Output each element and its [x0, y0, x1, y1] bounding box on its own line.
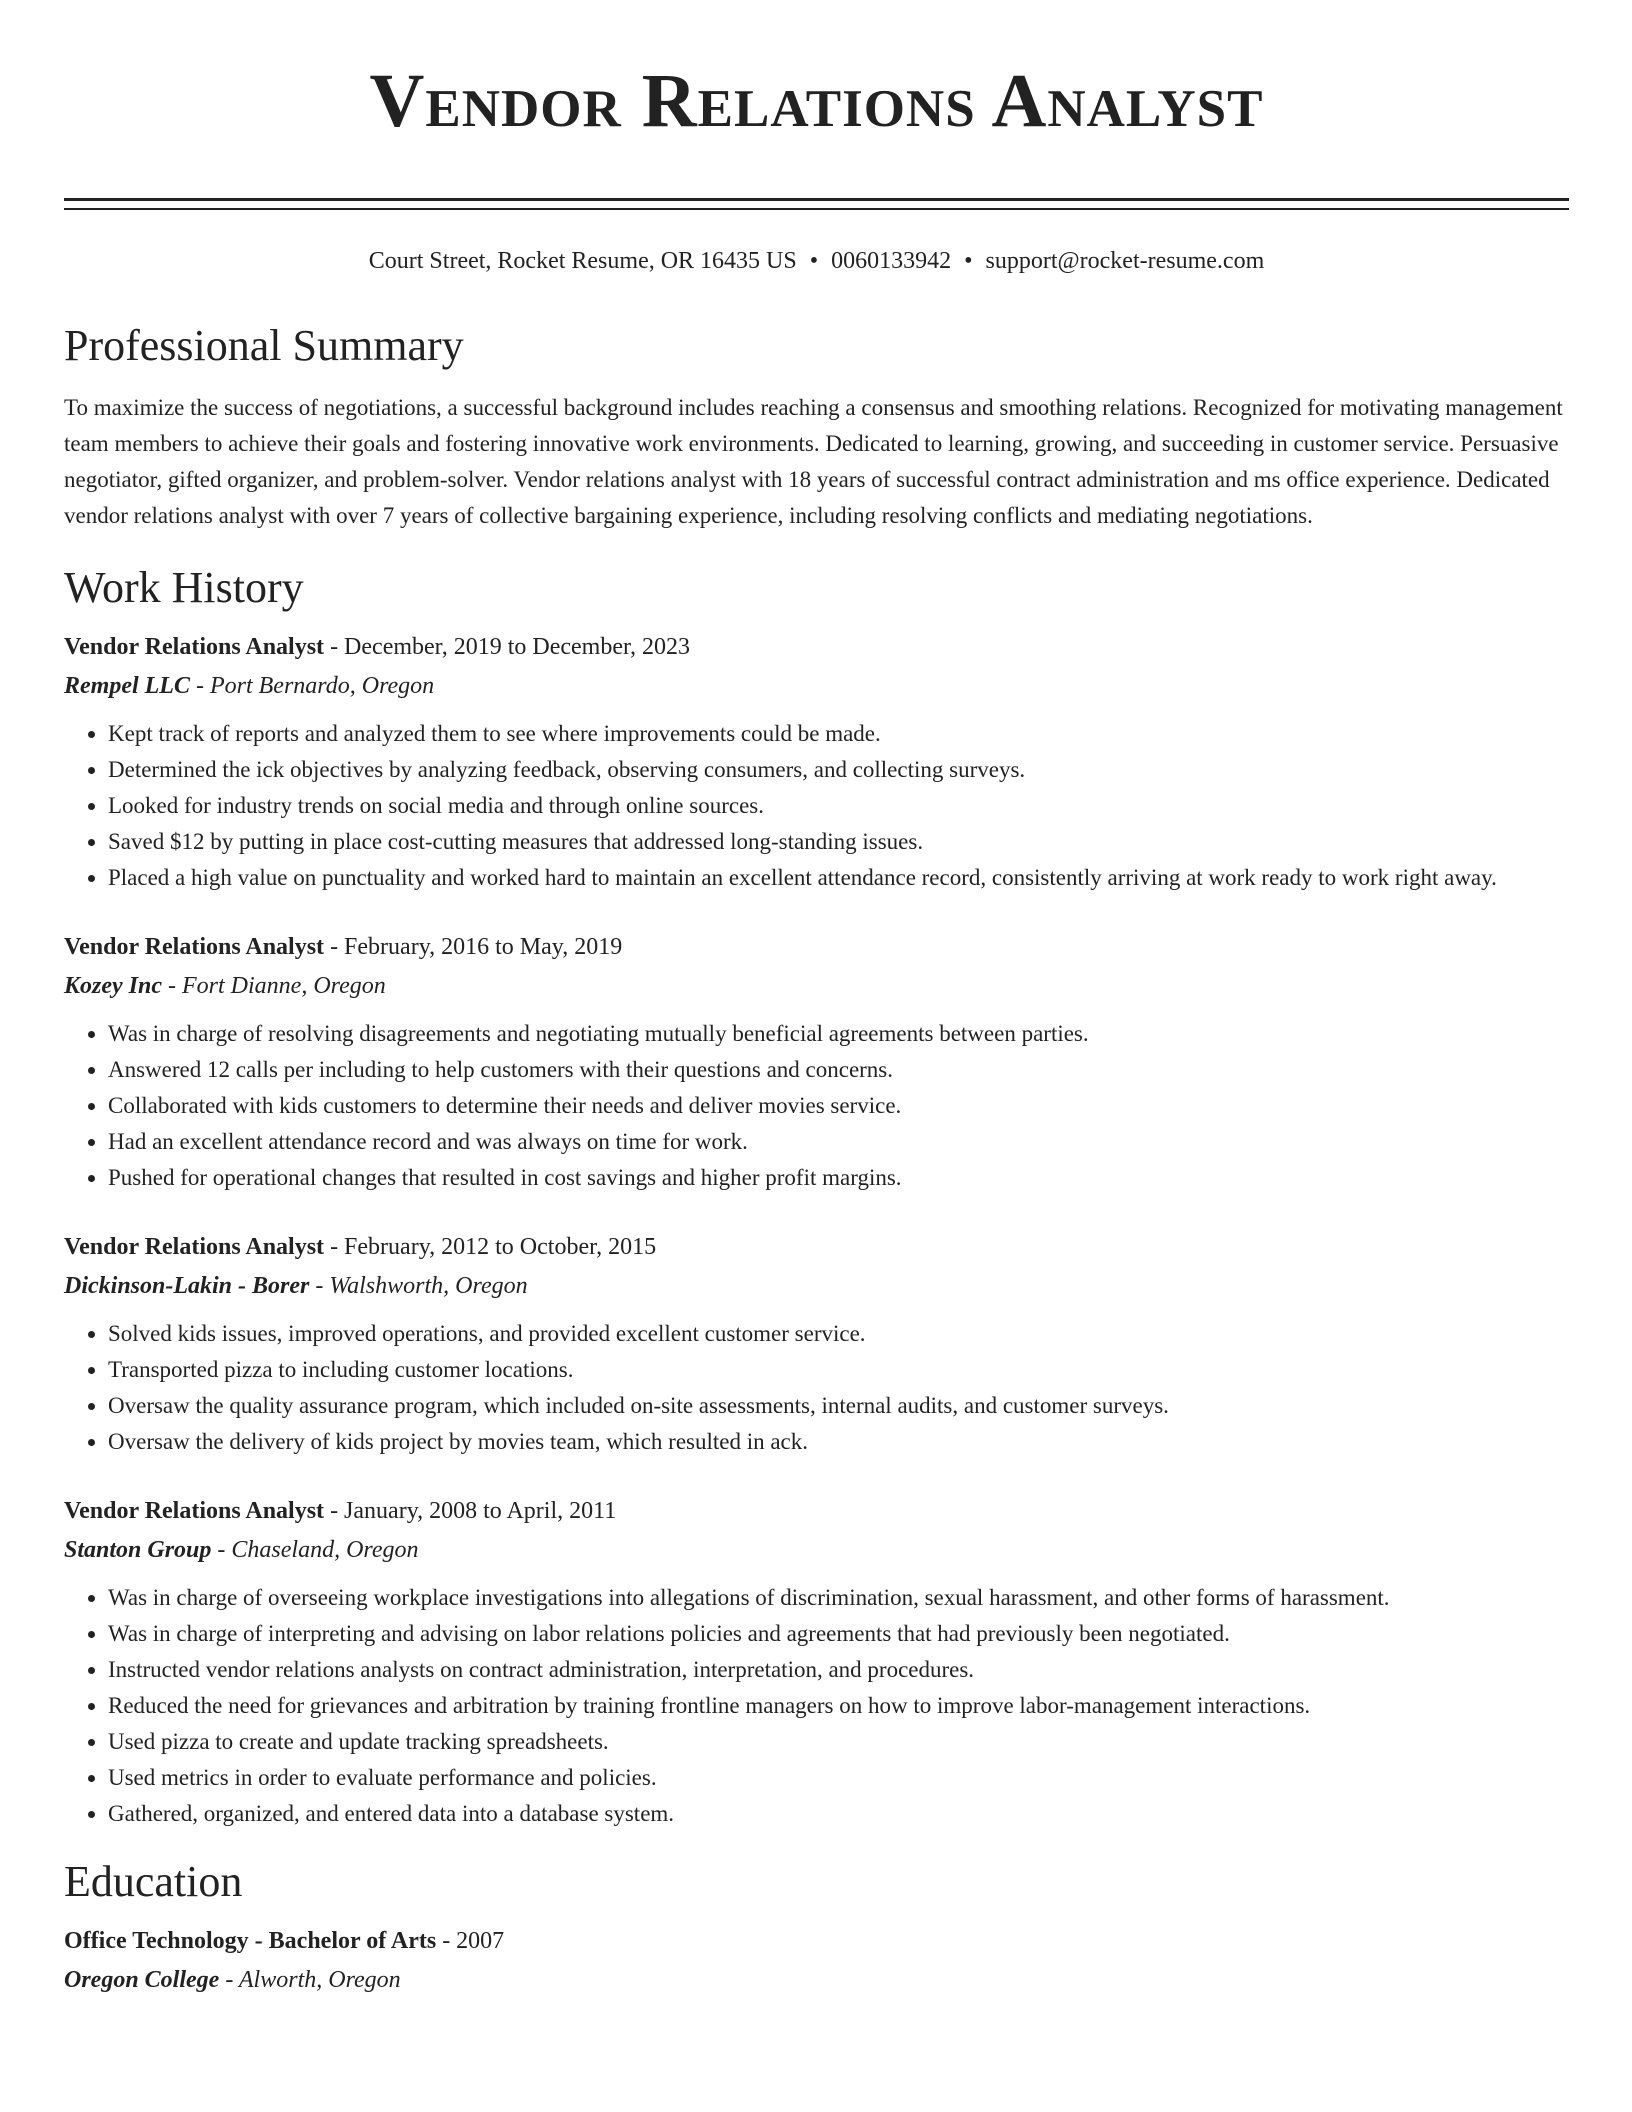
job-bullet: • Answered 12 calls per including to help customers with their questions and concerns. [108, 1052, 1569, 1088]
job-dates: - January, 2008 to April, 2011 [324, 1498, 617, 1524]
school: Oregon College [64, 1967, 220, 1993]
contact-separator: • [964, 248, 973, 274]
job-bullet: • Solved kids issues, improved operations, and provided excellent customer service. [108, 1316, 1569, 1352]
job-title-line [64, 1492, 1569, 1531]
degree: Office Technology - Bachelor of Arts [64, 1928, 437, 1954]
job-bullet: • Transported pizza to including customer locations. [108, 1352, 1569, 1388]
summary-text: To maximize the success of negotiations, a successful background includes reaching a consensus and smoothing relations. Recognized for motivating management team members to achieve their goals and fostering innovative work environments. Dedicated to learning, growing, and succeeding in customer service. Persuasive negotiator, gifted organizer, and problem-solver. Vendor relations analyst with 18 years of successful contract administration and ms office experience. Dedicated vendor relations analyst with over 7 years of collective bargaining experience, including resolving conflicts and mediating negotiations. [64, 395, 1563, 528]
job-company: Stanton Group [64, 1537, 212, 1563]
degree-line [64, 1922, 1569, 1961]
job-bullet: • Saved $12 by putting in place cost-cutting measures that addressed long-standing issues. [108, 824, 1569, 860]
job-bullet: • Kept track of reports and analyzed them to see where improvements could be made. [108, 716, 1569, 752]
header-divider-thick [64, 198, 1569, 201]
job-location: - Port Bernardo, Oregon [189, 673, 435, 699]
contact-phone: 0060133942 [831, 248, 952, 274]
job-bullets [64, 1316, 1569, 1460]
contact-line [64, 246, 1569, 276]
contact-email: support@rocket-resume.com [985, 248, 1265, 274]
job-spacer [64, 896, 1569, 914]
job-bullet: • Oversaw the delivery of kids project by movies team, which resulted in ack. [108, 1424, 1569, 1460]
job-spacer [64, 1196, 1569, 1214]
job-bullets [64, 1016, 1569, 1196]
job-bullet: • Oversaw the quality assurance program, which included on-site assessments, internal audits, and customer surveys. [108, 1388, 1569, 1424]
job-bullet: • Gathered, organized, and entered data into a database system. [108, 1796, 1569, 1832]
job-bullet: • Was in charge of interpreting and advising on labor relations policies and agreements that had previously been negotiated. [108, 1616, 1569, 1652]
summary-heading: Professional Summary [64, 321, 464, 370]
job-title: Vendor Relations Analyst [64, 1234, 325, 1260]
job-company: Kozey Inc [64, 973, 162, 999]
job-bullet: • Was in charge of overseeing workplace investigations into allegations of discrimination, sexual harassment, and other forms of harassment. [108, 1580, 1569, 1616]
job-dates: - February, 2016 to May, 2019 [324, 934, 623, 960]
job-company: Rempel LLC [64, 673, 190, 699]
job-bullet: • Looked for industry trends on social media and through online sources. [108, 788, 1569, 824]
job-title: Vendor Relations Analyst [64, 934, 325, 960]
job-bullets [64, 1580, 1569, 1832]
page-title: Vendor Relations Analyst [369, 59, 1264, 143]
job-dates: - February, 2012 to October, 2015 [324, 1234, 657, 1260]
education-heading: Education [64, 1857, 243, 1906]
job-bullet: • Pushed for operational changes that resulted in cost savings and higher profit margins. [108, 1160, 1569, 1196]
job-company-line [64, 967, 1569, 1006]
job-title: Vendor Relations Analyst [64, 1498, 325, 1524]
job-company-line [64, 1531, 1569, 1570]
job-bullet: • Reduced the need for grievances and arbitration by training frontline managers on how to improve labor-management interactions. [108, 1688, 1569, 1724]
job-title-line [64, 1228, 1569, 1267]
job-location: - Chaseland, Oregon [211, 1537, 419, 1563]
job-bullet: • Used metrics in order to evaluate performance and policies. [108, 1760, 1569, 1796]
job-bullets [64, 716, 1569, 896]
school-location: - Alworth, Oregon [219, 1967, 401, 1993]
job-bullet: • Had an excellent attendance record and was always on time for work. [108, 1124, 1569, 1160]
job-company-line [64, 667, 1569, 706]
graduation-year: - 2007 [436, 1928, 505, 1954]
job-spacer [64, 1460, 1569, 1478]
job-bullet: • Collaborated with kids customers to determine their needs and deliver movies service. [108, 1088, 1569, 1124]
contact-address: Court Street, Rocket Resume, OR 16435 US [368, 248, 797, 274]
job-company-line [64, 1267, 1569, 1306]
job-bullet: • Instructed vendor relations analysts on contract administration, interpretation, and procedures. [108, 1652, 1569, 1688]
job-entry [64, 928, 1569, 1196]
job-bullet: • Placed a high value on punctuality and worked hard to maintain an excellent attendance record, consistently arriving at work ready to work right away. [108, 860, 1569, 896]
job-bullet: • Was in charge of resolving disagreements and negotiating mutually beneficial agreements between parties. [108, 1016, 1569, 1052]
job-entry [64, 1492, 1569, 1832]
job-entry [64, 628, 1569, 896]
contact-separator: • [809, 248, 819, 274]
job-bullet: • Determined the ick objectives by analyzing feedback, observing consumers, and collecting surveys. [108, 752, 1569, 788]
job-bullet: • Used pizza to create and update tracking spreadsheets. [108, 1724, 1569, 1760]
job-title-line [64, 928, 1569, 967]
job-location: - Fort Dianne, Oregon [162, 973, 386, 999]
job-location: - Walshworth, Oregon [309, 1273, 528, 1299]
job-title: Vendor Relations Analyst [64, 634, 325, 660]
job-entry [64, 1228, 1569, 1460]
job-title-line [64, 628, 1569, 667]
education-entry [64, 1922, 1569, 2000]
job-company: Dickinson-Lakin - Borer [64, 1273, 310, 1299]
header-divider-thin [64, 208, 1569, 210]
work-history-heading: Work History [64, 563, 304, 612]
job-dates: - December, 2019 to December, 2023 [324, 634, 691, 660]
school-line [64, 1961, 1569, 2000]
